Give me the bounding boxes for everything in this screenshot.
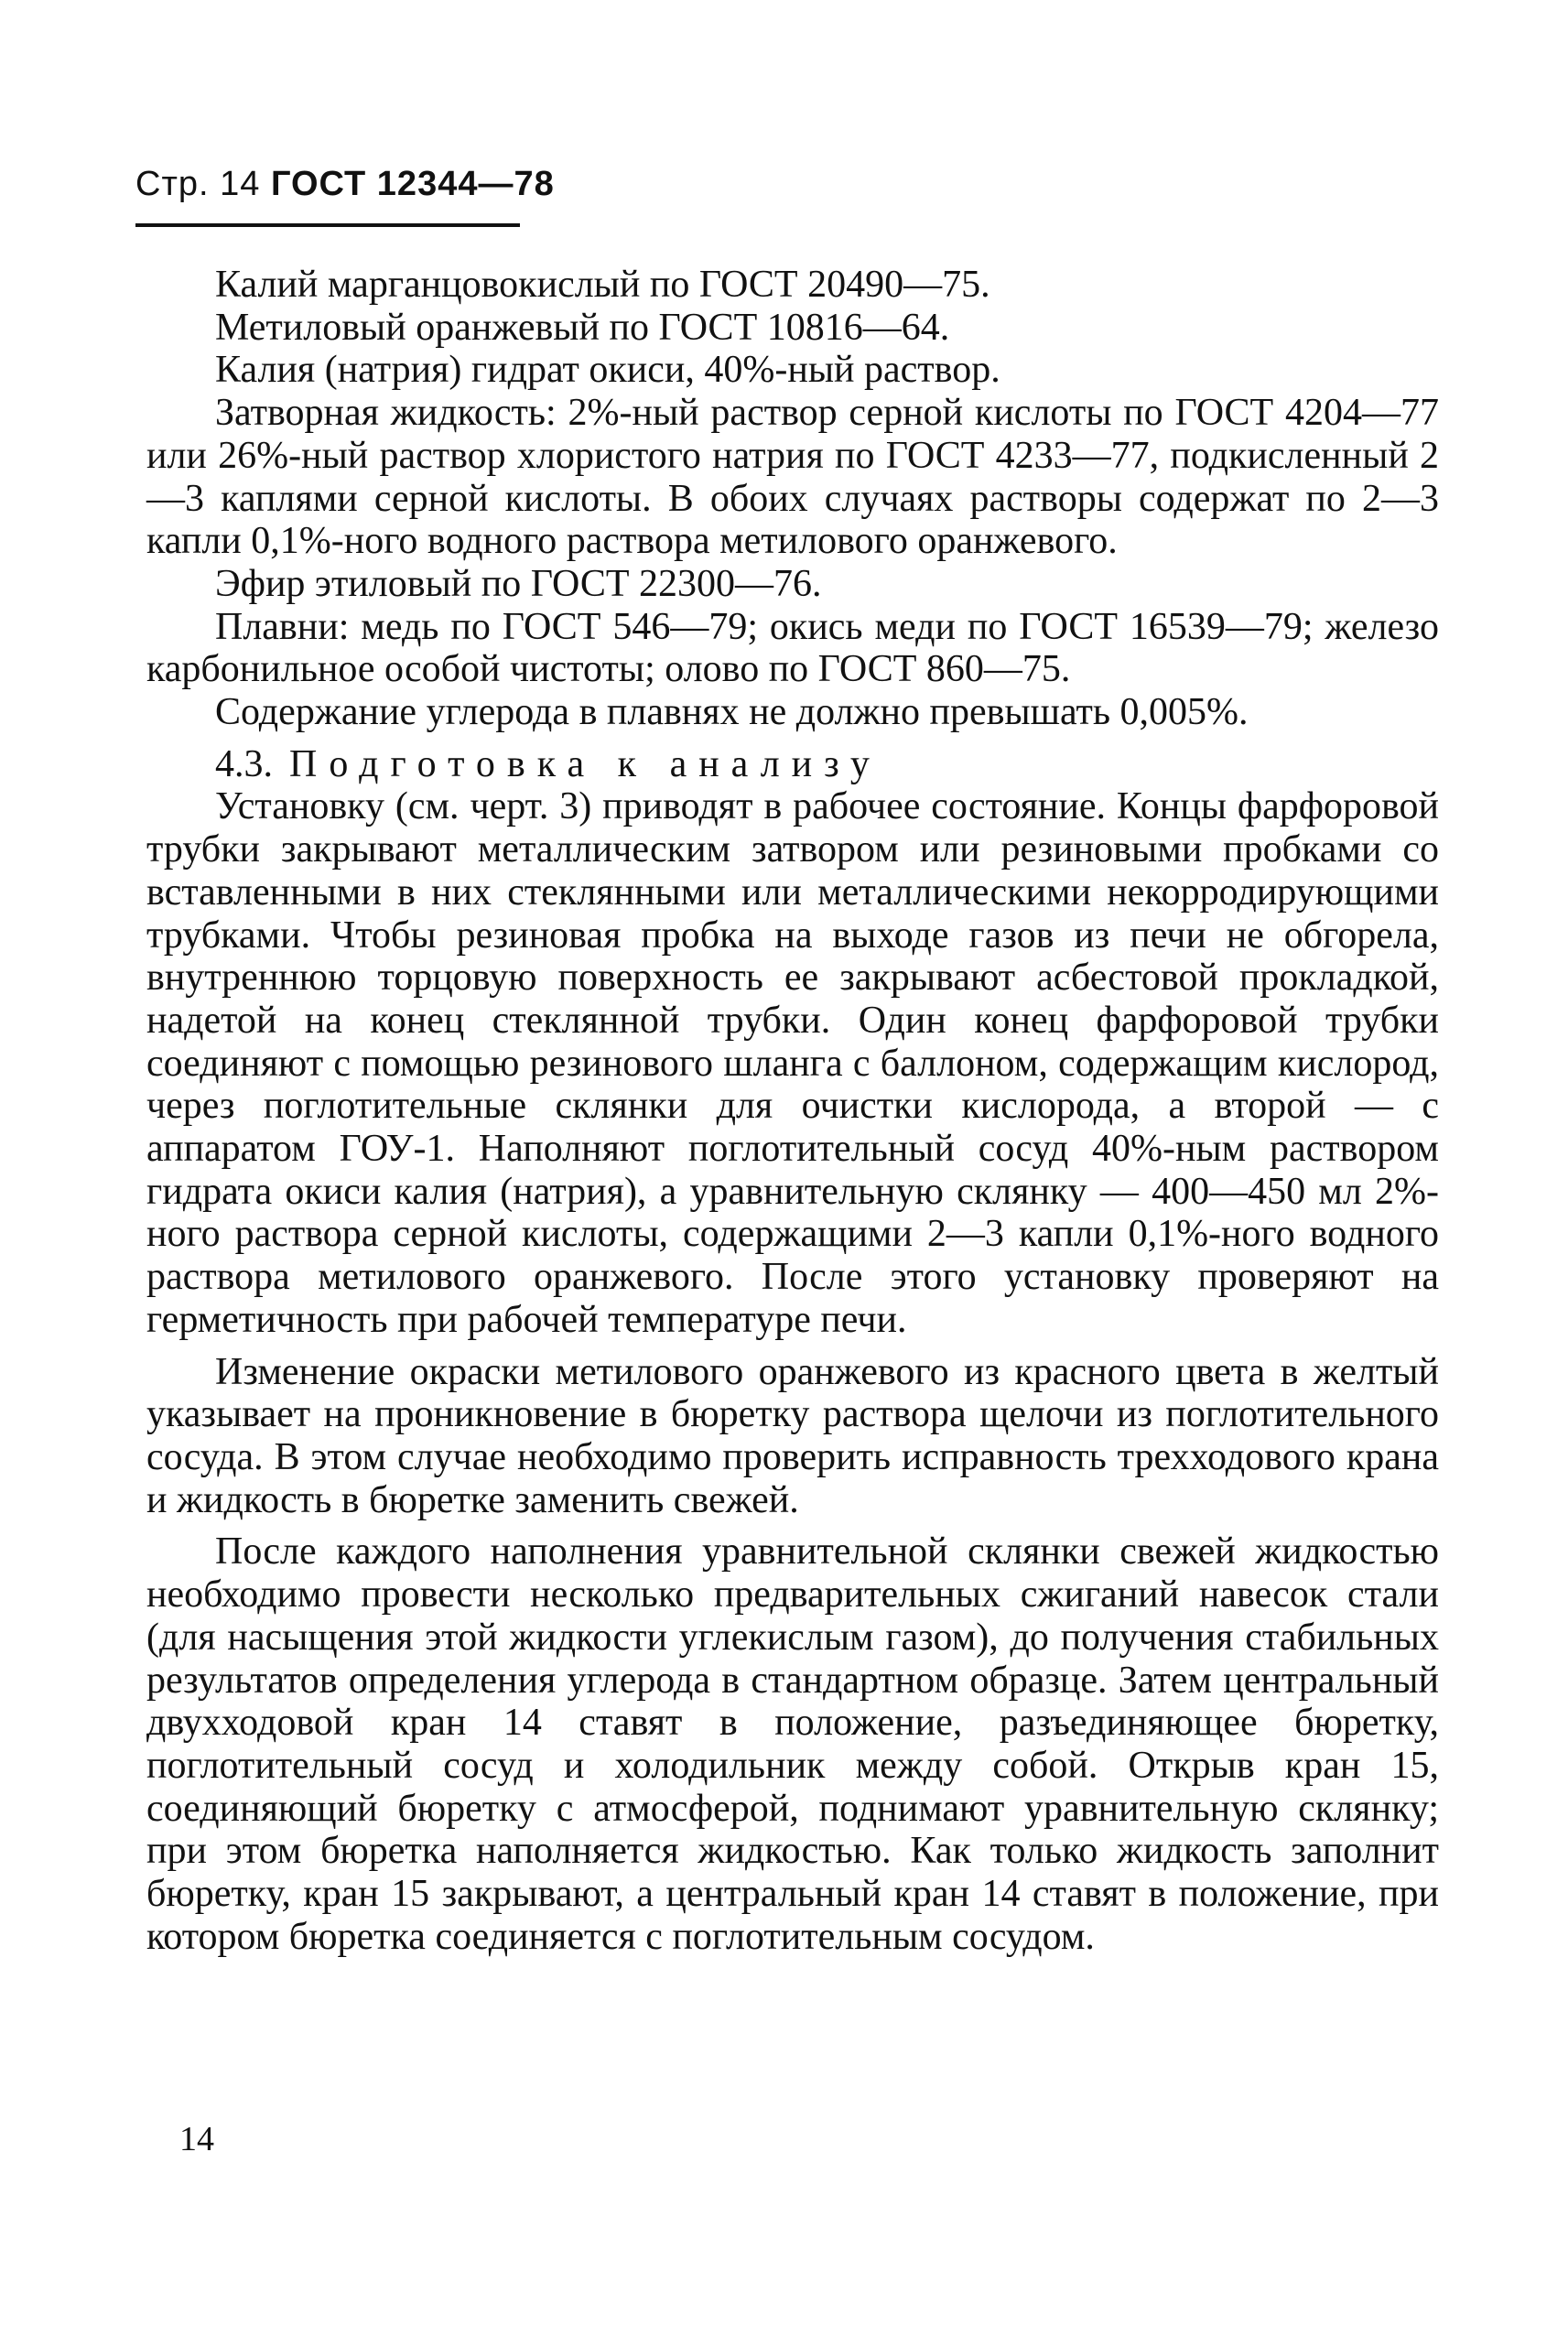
header-rule	[135, 223, 520, 227]
page-body	[146, 264, 1439, 1958]
paragraph: Калий марганцовокислый по ГОСТ 20490—75.	[215, 264, 990, 306]
paragraph: Эфир этиловый по ГОСТ 22300—76.	[215, 562, 822, 605]
doc-code: ГОСТ 12344—78	[270, 165, 555, 203]
section-title: Подготовка к анализу	[289, 742, 881, 785]
paragraph: Изменение окраски метилового оранжевого из красного цвета в желтый указывает на проникновение в бюретку раствора щелочи из поглотительного сосуда. В этом случае необходимо проверить исправность трехходового крана и жидкость в бюретке заменить свежей.	[146, 1350, 1439, 1521]
paragraph: После каждого наполнения уравнительной склянки свежей жидкостью необходимо провести несколько предварительных сжиганий навесок стали (для насыщения этой жидкости углекислым газом), до получения стабильных результатов определения углерода в стандартном образце. Затем центральный двухходовой кран 14 ставят в положение, разъединяющее бюретку, поглотительный сосуд и холодильник между собой. Открыв кран 15, соединяющий бюретку с атмосферой, поднимают уравнительную склянку; при этом бюретка наполняется жидкостью. Как только жидкость заполнит бюретку, кран 15 закрывают, а центральный кран 14 ставят в положение, при котором бюретка соединяется с поглотительным сосудом.	[146, 1530, 1439, 1958]
paragraph: Метиловый оранжевый по ГОСТ 10816—64.	[215, 306, 950, 349]
section-number: 4.3.	[215, 742, 273, 785]
paragraph: Затворная жидкость: 2%-ный раствор серной кислоты по ГОСТ 4204—77 или 26%-ный раствор хлористого натрия по ГОСТ 4233—77, подкисленный 2—3 каплями серной кислоты. В обоих случаях растворы содержат по 2—3 капли 0,1%-ного водного раствора метилового оранжевого.	[146, 392, 1439, 563]
page-number: 14	[179, 2120, 214, 2158]
paragraph: Установку (см. черт. 3) приводят в рабочее состояние. Концы фарфоровой трубки закрывают металлическим затвором или резиновыми пробками со вставленными в них стеклянными или металлическими некорродирующими трубками. Чтобы резиновая пробка на выходе газов из печи не обгорела, внутреннюю торцовую поверхность ее закрывают асбестовой прокладкой, надетой на конец стеклянной трубки. Один конец фарфоровой трубки соединяют с помощью резинового шланга с баллоном, содержащим кислород, через поглотительные склянки для очистки кислорода, а второй — с аппаратом ГОУ-1. Наполняют поглотительный сосуд 40%-ным раствором гидрата окиси калия (натрия), а уравнительную склянку — 400—450 мл 2%-ного раствора серной кислоты, содержащими 2—3 капли 0,1%-ного водного раствора метилового оранжевого. После этого установку проверяют на герметичность при рабочей температуре печи.	[146, 785, 1439, 1341]
paragraph: Плавни: медь по ГОСТ 546—79; окись меди по ГОСТ 16539—79; железо карбонильное особой чистоты; олово по ГОСТ 860—75.	[146, 605, 1439, 691]
running-header	[135, 165, 555, 204]
paragraph: Содержание углерода в плавнях не должно превышать 0,005%.	[215, 691, 1249, 734]
page-label: Стр. 14	[135, 165, 261, 203]
section-heading	[146, 743, 1439, 786]
paragraph: Калия (натрия) гидрат окиси, 40%-ный раствор.	[215, 349, 1000, 392]
